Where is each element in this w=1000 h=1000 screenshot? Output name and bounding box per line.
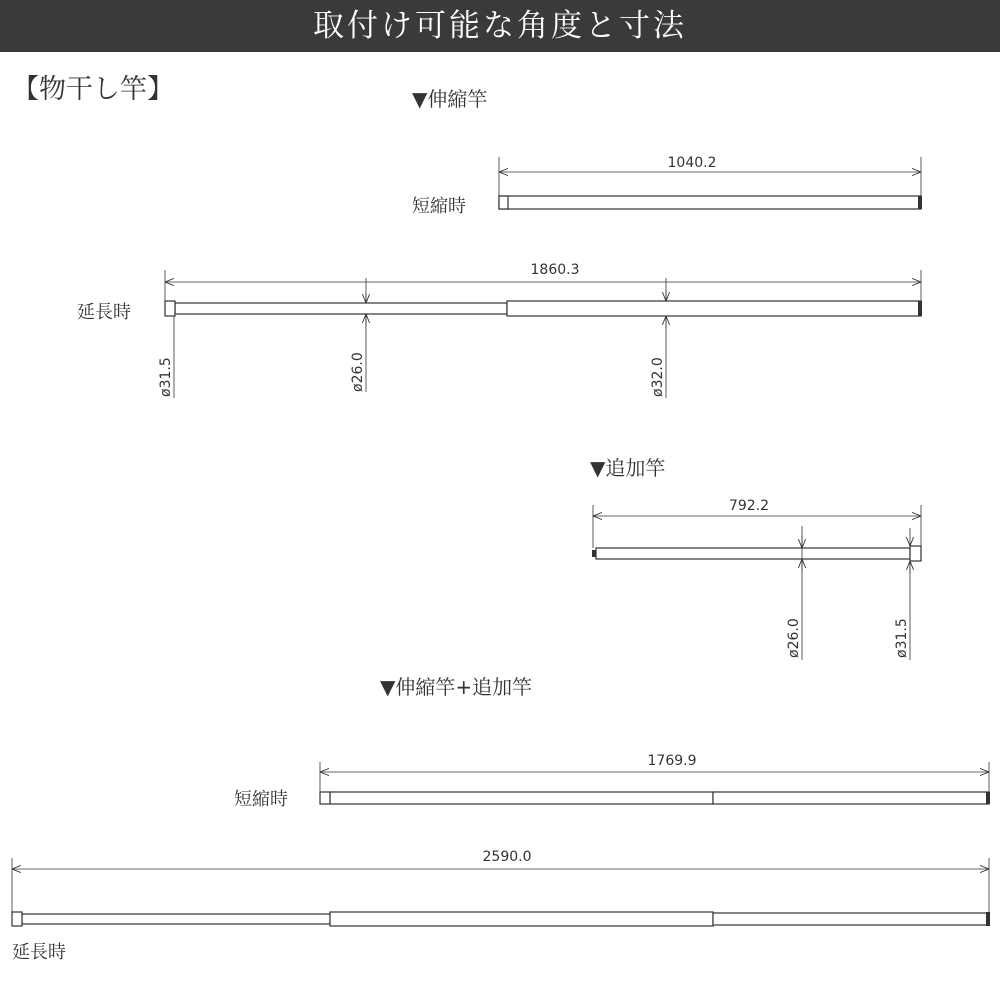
combined-short-pole-2 <box>713 792 989 804</box>
pole-end-cap <box>12 912 22 926</box>
combined-long-pole-3 <box>713 913 989 925</box>
pole-end-cap <box>910 546 921 561</box>
additional-pole-diagram <box>592 505 921 660</box>
additional-length: 792.2 <box>728 498 770 514</box>
combined-long-pole-2 <box>330 912 713 926</box>
telescopic-short-pole <box>499 196 921 209</box>
combined-long-label: 延長時 <box>12 942 66 963</box>
telescopic-diameter-1: ø31.5 <box>158 357 174 397</box>
telescopic-long-length: 1860.3 <box>530 262 580 278</box>
additional-title: ▼追加竿 <box>590 456 666 480</box>
additional-diameter-2: ø31.5 <box>894 618 910 658</box>
combined-long-diagram <box>12 858 990 926</box>
combined-short-length: 1769.9 <box>647 753 697 769</box>
telescopic-short-length: 1040.2 <box>667 155 717 171</box>
combined-title: ▼伸縮竿+追加竿 <box>380 675 533 699</box>
additional-diameter-1: ø26.0 <box>786 618 802 658</box>
pole-end-cap <box>918 301 922 316</box>
section-heading: 【物干し竿】 <box>12 74 174 105</box>
additional-pole <box>596 548 910 559</box>
pole-end-cap <box>986 792 990 804</box>
page-title: 取付け可能な角度と寸法 <box>313 8 687 44</box>
telescopic-long-label: 延長時 <box>77 302 131 323</box>
pole-joint <box>592 550 596 557</box>
telescopic-inner-pole <box>175 303 507 314</box>
telescopic-title: ▼伸縮竿 <box>412 87 488 111</box>
telescopic-outer-pole <box>507 301 921 316</box>
telescopic-long-diagram <box>165 270 922 398</box>
pole-end-cap <box>499 196 508 209</box>
pole-end-cap <box>320 792 330 804</box>
telescopic-diameter-3: ø32.0 <box>650 357 666 397</box>
telescopic-diameter-2: ø26.0 <box>350 352 366 392</box>
pole-end-cap <box>986 912 990 926</box>
combined-short-pole-1 <box>330 792 713 804</box>
pole-end-cap <box>165 301 175 316</box>
pole-end-cap <box>918 196 922 209</box>
combined-short-label: 短縮時 <box>234 789 288 810</box>
combined-long-pole-1 <box>22 914 330 924</box>
telescopic-short-label: 短縮時 <box>412 196 466 217</box>
combined-long-length: 2590.0 <box>482 849 532 865</box>
